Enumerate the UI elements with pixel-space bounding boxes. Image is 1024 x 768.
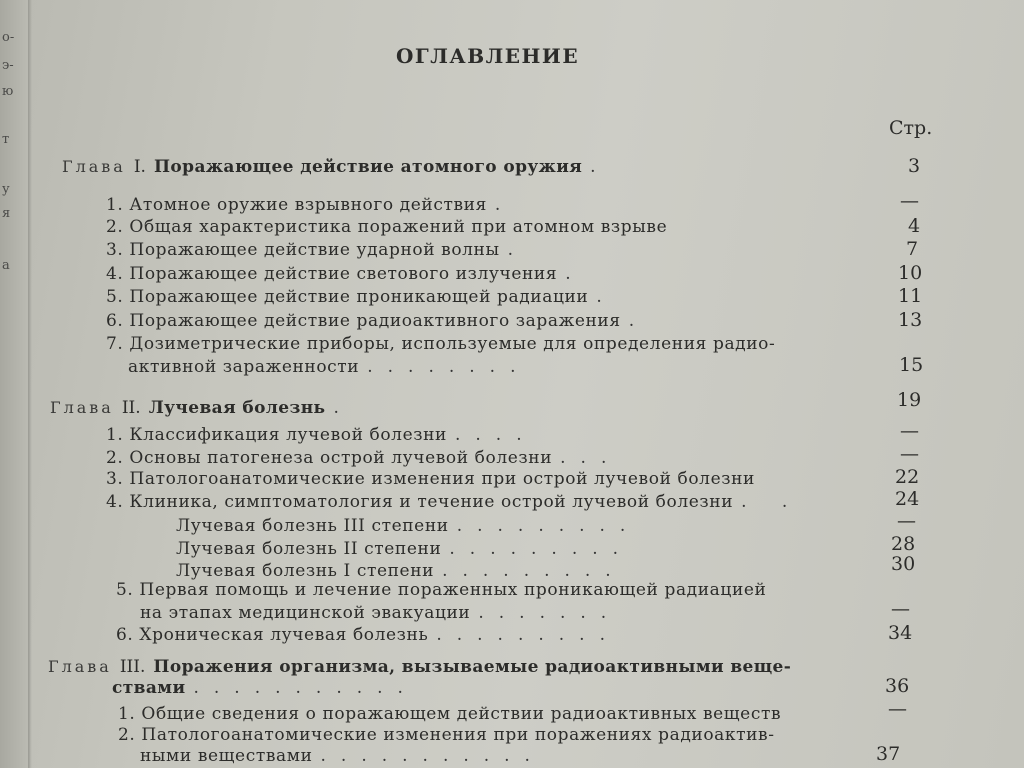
chapter-title: Лучевая болезнь xyxy=(148,398,326,418)
chapter-label: Глава xyxy=(50,398,114,417)
margin-fragment: у xyxy=(2,182,10,197)
toc-entry xyxy=(118,725,775,745)
leader-dots: ........... xyxy=(320,746,545,766)
margin-fragment: ю xyxy=(2,84,14,99)
toc-entry xyxy=(116,580,766,600)
entry-text-continuation: активной зараженности xyxy=(128,357,360,377)
toc-entry-continuation xyxy=(140,746,545,766)
entry-page-number: 10 xyxy=(898,262,923,284)
entry-page-number: 13 xyxy=(898,309,923,331)
toc-entry xyxy=(106,425,537,445)
leader-dots: . xyxy=(565,264,586,284)
toc-entry xyxy=(106,311,649,331)
entry-text: 2. Основы патогенеза острой лучевой болезни xyxy=(106,448,553,468)
leader-dots: . xyxy=(628,311,650,331)
leader-dots: ......... xyxy=(456,516,641,536)
chapter-label: Глава xyxy=(62,157,126,176)
leader-dots: ......... xyxy=(442,561,626,581)
entry-page-number: — xyxy=(891,598,910,620)
entry-page-number: 30 xyxy=(891,553,916,575)
chapter-heading xyxy=(48,657,791,677)
margin-fragment: э- xyxy=(2,58,14,73)
chapter-number: II. xyxy=(121,398,141,418)
entry-page-number: 24 xyxy=(895,488,920,510)
page-column-header: Стр. xyxy=(889,117,933,139)
chapter-heading xyxy=(50,398,354,418)
chapter-title-continuation: ствами xyxy=(112,678,186,698)
toc-subentry xyxy=(176,516,640,536)
entry-text: Лучевая болезнь III степени xyxy=(176,516,449,536)
leader-dots: . xyxy=(333,398,354,418)
entry-text: 5. Поражающее действие проникающей радиации xyxy=(106,287,589,307)
entry-text-continuation: на этапах медицинской эвакуации xyxy=(140,603,471,623)
toc-entry xyxy=(106,195,515,215)
toc-subentry xyxy=(176,539,633,559)
entry-text: 5. Первая помощь и лечение пораженных проникающей радиацией xyxy=(116,580,767,600)
leader-dots: ........ xyxy=(367,357,531,377)
leader-dots: . xyxy=(590,157,611,177)
entry-text: 1. Атомное оружие взрывного действия xyxy=(106,195,487,215)
toc-entry xyxy=(106,217,667,237)
margin-fragment: а xyxy=(2,258,10,273)
chapter-label: Глава xyxy=(48,657,112,676)
toc-entry xyxy=(106,469,755,489)
toc-entry-continuation xyxy=(140,603,621,623)
entry-page-number: 15 xyxy=(899,354,924,376)
toc-entry xyxy=(106,492,802,512)
entry-page-number: — xyxy=(897,510,916,532)
entry-text: 6. Поражающее действие радиоактивного заражения xyxy=(106,311,621,331)
toc-entry xyxy=(106,287,617,307)
entry-page-number: 28 xyxy=(891,533,916,555)
entry-text: 4. Поражающее действие светового излучения xyxy=(106,264,558,284)
entry-page-number: 4 xyxy=(908,215,921,237)
page-fold-shadow xyxy=(28,0,32,768)
toc-entry xyxy=(106,240,528,260)
chapter-number: III. xyxy=(119,657,146,677)
adjacent-page-edge xyxy=(0,0,30,768)
chapter-heading-continuation xyxy=(112,678,418,698)
leader-dots: ....... xyxy=(478,603,622,623)
entry-page-number: 7 xyxy=(906,238,919,260)
toc-entry xyxy=(106,264,586,284)
entry-page-number: — xyxy=(900,443,919,465)
entry-text-continuation: ными веществами xyxy=(140,746,313,766)
toc-entry xyxy=(116,625,620,645)
chapter-title: Поражающее действие атомного оружия xyxy=(153,157,583,177)
entry-page-number: 34 xyxy=(888,622,913,644)
entry-text: 2. Патологоанатомические изменения при поражениях радиоактив- xyxy=(118,725,775,745)
page-title: ОГЛАВЛЕНИЕ xyxy=(396,44,580,68)
chapter-page-number: 3 xyxy=(908,155,921,177)
leader-dots: . xyxy=(507,240,529,260)
entry-text: 3. Поражающее действие ударной волны xyxy=(106,240,500,260)
leader-dots: . . xyxy=(741,492,803,512)
entry-text: 2. Общая характеристика поражений при атомном взрыве xyxy=(106,217,668,237)
entry-page-number: 22 xyxy=(895,466,920,488)
leader-dots: . xyxy=(494,195,516,215)
entry-text: 7. Дозиметрические приборы, используемые для определения радио- xyxy=(106,334,776,354)
chapter-number: I. xyxy=(133,157,146,177)
toc-entry xyxy=(106,448,621,468)
leader-dots: ... xyxy=(560,448,622,468)
entry-text: 1. Классификация лучевой болезни xyxy=(106,425,447,445)
leader-dots: ......... xyxy=(449,539,634,559)
entry-text: 3. Патологоанатомические изменения при острой лучевой болезни xyxy=(106,469,755,489)
entry-text: 4. Клиника, симптоматология и течение острой лучевой болезни xyxy=(106,492,734,512)
leader-dots: .... xyxy=(454,425,537,445)
chapter-heading xyxy=(62,157,611,177)
toc-subentry xyxy=(176,561,626,581)
entry-page-number: 37 xyxy=(876,743,901,765)
entry-page-number: — xyxy=(888,698,907,720)
chapter-page-number: 36 xyxy=(885,675,910,697)
entry-text: 6. Хроническая лучевая болезнь xyxy=(116,625,429,645)
toc-entry-continuation xyxy=(128,357,530,377)
chapter-title: Поражения организма, вызываемые радиоактивными веще- xyxy=(153,657,792,677)
entry-text: 1. Общие сведения о поражающем действии радиоактивных веществ xyxy=(118,704,782,724)
margin-fragment: я xyxy=(2,206,11,221)
margin-fragment: о- xyxy=(2,30,15,45)
leader-dots: ........... xyxy=(193,678,418,698)
entry-page-number: — xyxy=(900,420,919,442)
toc-entry xyxy=(106,334,775,354)
leader-dots: . xyxy=(596,287,617,307)
leader-dots: ......... xyxy=(436,625,620,645)
entry-page-number: — xyxy=(900,190,919,212)
entry-page-number: 11 xyxy=(898,285,923,307)
entry-text: Лучевая болезнь II степени xyxy=(176,539,442,559)
chapter-page-number: 19 xyxy=(897,389,922,411)
toc-entry xyxy=(118,704,781,724)
margin-fragment: т xyxy=(2,132,10,147)
entry-text: Лучевая болезнь I степени xyxy=(176,561,435,581)
